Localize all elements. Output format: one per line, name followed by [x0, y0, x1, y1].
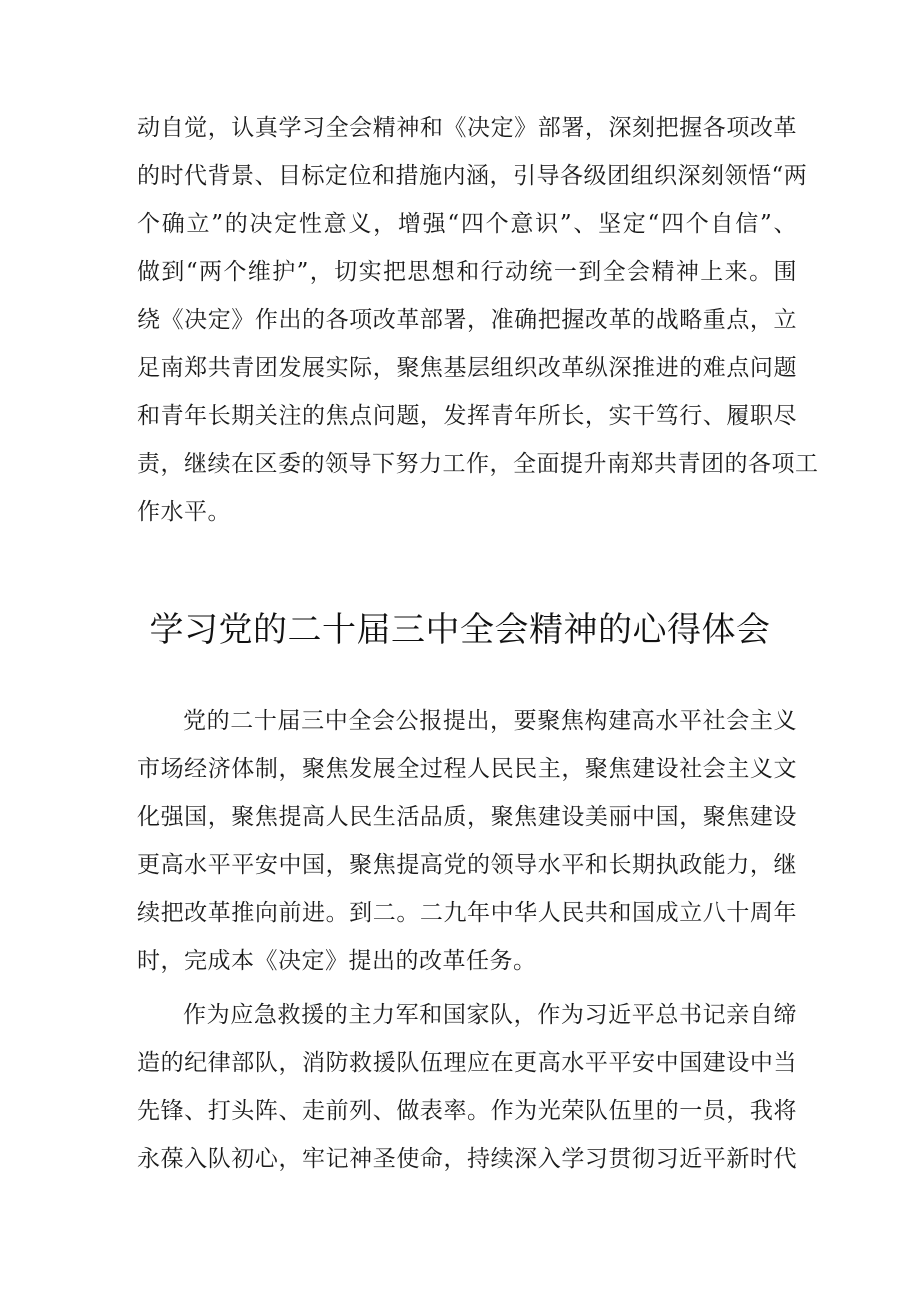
text-line: 和青年长期关注的焦点问题，发挥青年所长，实干笃行、履职尽 — [137, 403, 797, 429]
text-line: 先锋、打头阵、走前列、做表率。作为光荣队伍里的一员，我将 — [137, 1098, 797, 1124]
text-line: 绕《决定》作出的各项改革部署，准确把握改革的战略重点，立 — [137, 307, 797, 333]
text-line: 的时代背景、目标定位和措施内涵，引导各级团组织深刻领悟“两 — [137, 163, 808, 189]
text-line: 作水平。 — [137, 499, 231, 525]
text-line: 市场经济体制，聚焦发展全过程人民民主，聚焦建设社会主义文 — [137, 756, 797, 782]
text-line: 作为应急救援的主力军和国家队，作为习近平总书记亲自缔 — [183, 1002, 797, 1028]
article-title: 学习党的二十届三中全会精神的心得体会 — [149, 610, 771, 650]
text-line: 更高水平平安中国，聚焦提高党的领导水平和长期执政能力，继 — [137, 852, 797, 878]
text-line: 时，完成本《决定》提出的改革任务。 — [137, 948, 537, 974]
text-line: 做到“两个维护”，切实把思想和行动统一到全会精神上来。围 — [137, 259, 797, 285]
text-line: 责，继续在区委的领导下努力工作，全面提升南郑共青团的各项工 — [137, 451, 819, 477]
text-line: 个确立”的决定性意义，增强“四个意识”、坚定“四个自信”、 — [137, 211, 797, 237]
text-line: 党的二十届三中全会公报提出，要聚焦构建高水平社会主义 — [183, 708, 797, 734]
text-line: 足南郑共青团发展实际，聚焦基层组织改革纵深推进的难点问题 — [137, 355, 797, 381]
text-line: 化强国，聚焦提高人民生活品质，聚焦建设美丽中国，聚焦建设 — [137, 804, 797, 830]
text-line: 造的纪律部队，消防救援队伍理应在更高水平平安中国建设中当 — [137, 1050, 797, 1076]
text-line: 永葆入队初心，牢记神圣使命，持续深入学习贯彻习近平新时代 — [137, 1146, 797, 1172]
text-line: 续把改革推向前进。到二。二九年中华人民共和国成立八十周年 — [137, 900, 797, 926]
text-line: 动自觉，认真学习全会精神和《决定》部署，深刻把握各项改革 — [137, 115, 797, 141]
